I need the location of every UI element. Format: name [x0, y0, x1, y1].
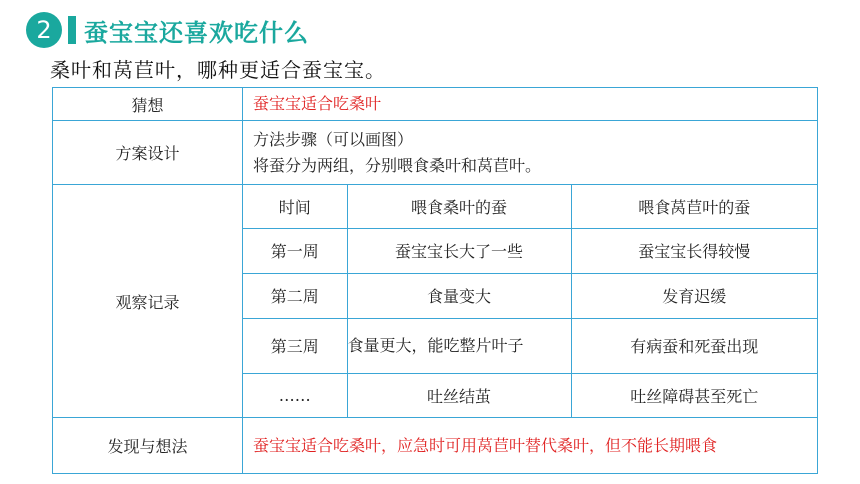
hypothesis-row — [53, 88, 818, 121]
conclusion-row — [53, 418, 818, 474]
observation-subtable — [243, 185, 817, 417]
observation-label: 观察记录 — [53, 185, 243, 418]
question-text: 桑叶和莴苣叶，哪种更适合蚕宝宝。 — [50, 58, 386, 82]
plan-line-1: 方法步骤（可以画图） — [253, 129, 414, 149]
hypothesis-value: 蚕宝宝适合吃桑叶 — [243, 88, 818, 121]
lettuce-cell: 发育迟缓 — [571, 273, 817, 318]
lettuce-cell: 吐丝障碍甚至死亡 — [571, 373, 817, 417]
section-title: 蚕宝宝还喜欢吃什么 — [84, 17, 309, 47]
mulberry-cell: 食量更大，能吃整片叶子 — [347, 318, 571, 373]
section-header — [26, 8, 309, 52]
column-header-time: 时间 — [243, 185, 347, 228]
column-header-mulberry: 喂食桑叶的蚕 — [347, 185, 571, 228]
plan-row — [53, 121, 818, 185]
mulberry-cell: 食量变大 — [347, 273, 571, 318]
plan-label: 方案设计 — [53, 121, 243, 185]
lettuce-cell: 蚕宝宝长得较慢 — [571, 228, 817, 273]
column-header-lettuce: 喂食莴苣叶的蚕 — [571, 185, 817, 228]
observation-header-row — [243, 185, 817, 228]
table-row — [243, 273, 817, 318]
section-number-badge: 2 — [26, 12, 62, 48]
plan-content — [243, 121, 818, 185]
conclusion-label: 发现与想法 — [53, 418, 243, 474]
lettuce-cell: 有病蚕和死蚕出现 — [571, 318, 817, 373]
table-row — [243, 228, 817, 273]
experiment-table — [52, 87, 818, 474]
time-cell: 第二周 — [243, 273, 347, 318]
mulberry-cell: 蚕宝宝长大了一些 — [347, 228, 571, 273]
hypothesis-label: 猜想 — [53, 88, 243, 121]
time-cell: 第三周 — [243, 318, 347, 373]
observation-content — [243, 185, 818, 418]
table-row — [243, 373, 817, 417]
observation-row — [53, 185, 818, 418]
mulberry-cell: 吐丝结茧 — [347, 373, 571, 417]
plan-line-2: 将蚕分为两组，分别喂食桑叶和莴苣叶。 — [253, 155, 542, 175]
badge-tab-decoration — [68, 16, 76, 44]
conclusion-value: 蚕宝宝适合吃桑叶，应急时可用莴苣叶替代桑叶，但不能长期喂食 — [243, 418, 818, 474]
table-row — [243, 318, 817, 373]
time-cell: …… — [243, 373, 347, 417]
time-cell: 第一周 — [243, 228, 347, 273]
